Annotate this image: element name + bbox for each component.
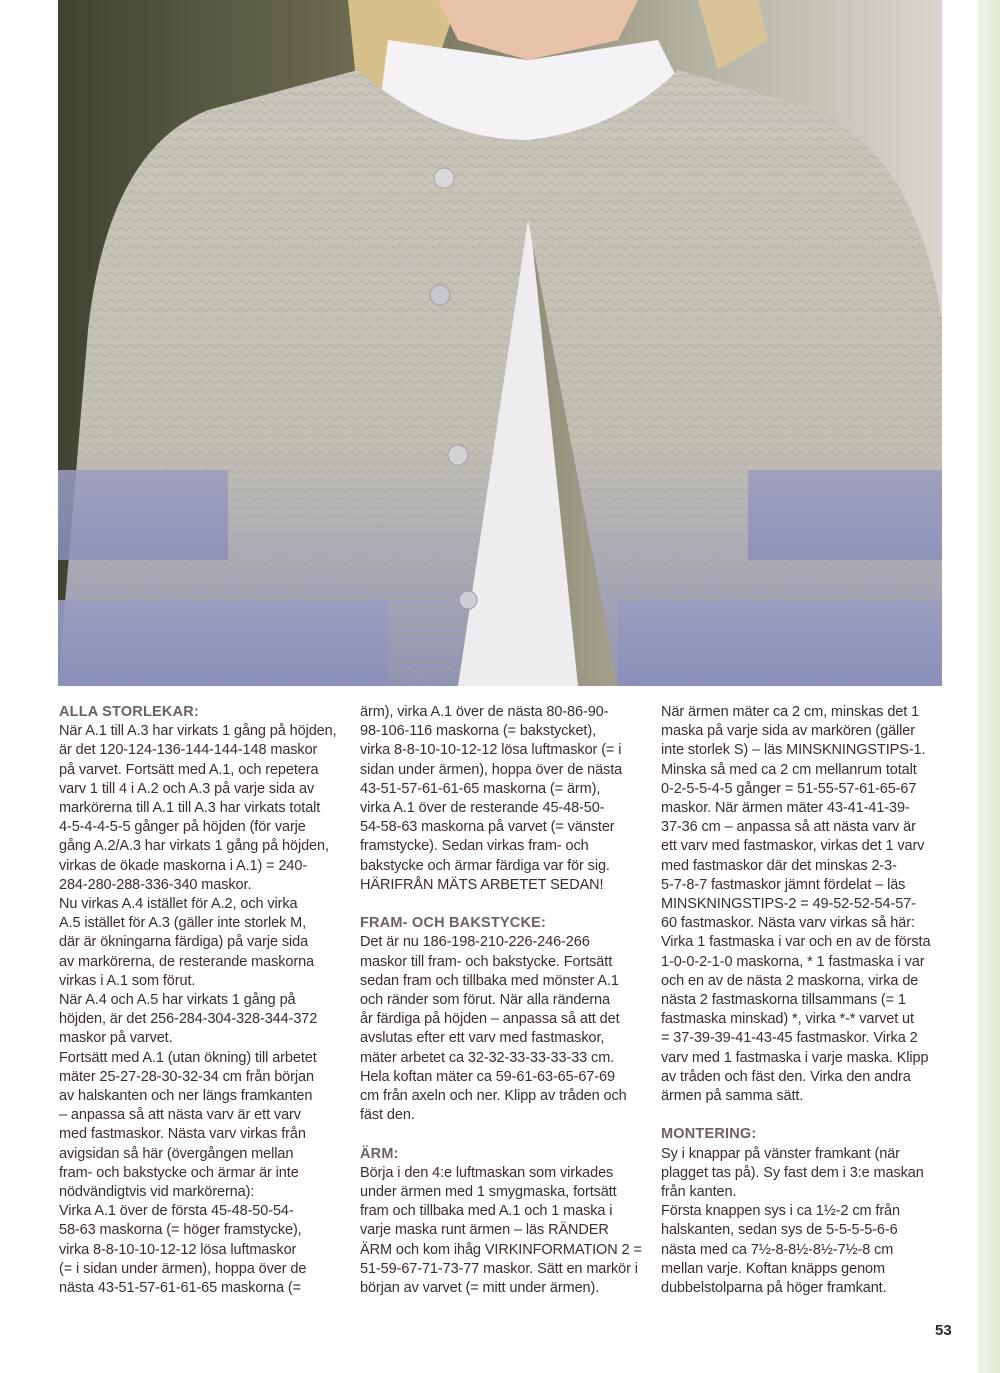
decorative-side-strip (978, 0, 1000, 1373)
paragraph: Första knappen sys i ca 1½-2 cm från halskanten, sedan sys de 5-5-5-5-6-6 nästa med ca 7½-8-8½-8½-7½-8 cm mellan varje. Koftan knäpps genom dubbelstolparna på höger framkant. (661, 1203, 900, 1297)
paragraph: Fortsätt med A.1 (utan ökning) till arbetet mäter 25-27-28-30-32-34 cm från början av halskanten och ner längs framkanten – anpassa så att nästa varv är ett varv med fastmaskor. Nästa varv virkas från avigsidan så här (övergången mellan fram- och bakstycke och ärmar är inte nödvändigtvis vid markörerna): (59, 1049, 317, 1201)
paragraph: När A.1 till A.3 har virkats 1 gång på höjden, är det 120-124-136-144-144-148 maskor på varvet. Fortsätt med A.1, och repetera varv 1 till 4 i A.2 och A.3 på varje sida av markörerna till A.1 till A.3 har virkats totalt 4-5-4-4-5-5 gånger på höjden (för varje gång A.2/A.3 har virkats 1 gång på höjden, virkas de ökade maskorna i A.1) = 240- 284-280-288-336-340 maskor. (59, 723, 337, 893)
paragraph: När ärmen mäter ca 2 cm, minskas det 1 maska på varje sida av markören (gäller inte storlek S) – läs MINSKNINGSTIPS-1. Minska så med ca 2 cm mellanrum totalt 0-2-5-5-4-5 gånger = 51-55-57-61-65-67 maskor. När ärmen mäter 43-41-41-39- 37-36 cm – anpassa så att nästa varv är ett varv med fastmaskor, virkas det 1 varv med fastmaskor där det minskas 2-3- 5-7-8-7 fastmaskor jämnt fördelat – läs MINSKNINGSTIPS-2 = 49-52-52-54-57- 60 fastmaskor. Nästa varv virkas så här: Virka 1 fastmaska i var och en av de första 1-0-0-2-1-0 maskorna, * 1 fastmaska i var och en av de nästa 2 maskorna, virka de nästa 2 fastmaskorna tillsammans (= 1 fastmaska minskad) *, virka *-* varvet ut = 37-39-39-41-43-45 fastmaskor. Virka 2 varv med 1 fastmaska i varje maska. Klipp av tråden och fäst den. Virka den andra ärmen på samma sätt. (661, 704, 931, 1105)
text-column-1 (59, 703, 341, 1298)
paragraph: Börja i den 4:e luftmaskan som virkades under ärmen med 1 smygmaska, fortsätt fram och tillbaka med A.1 och 1 maska i varje maska runt ärmen – läs RÄNDER ÄRM och kom ihåg VIRKINFORMATION 2 = 51-59-67-71-73-77 maskor. Sätt en markör i början av varvet (= mitt under ärmen). (360, 1164, 642, 1297)
paragraph: När A.4 och A.5 har virkats 1 gång på höjden, är det 256-284-304-328-344-372 maskor på varvet. (59, 992, 318, 1047)
text-column-2 (360, 703, 642, 1298)
paragraph: ärm), virka A.1 över de nästa 80-86-90- 98-106-116 maskorna (= bakstycket), virka 8-8-10-10-12-12 lösa luftmaskor (= i sidan under ärmen), hoppa över de nästa 43-51-57-61-61-65 maskorna (= ärm), virka A.1 över de resterande 45-48-50- 54-58-63 maskorna på varvet (= vänster framstycke). Sedan virkas fram- och bakstycke och ärmar färdiga var för sig. HÄRIFRÅN MÄTS ARBETET SEDAN! (360, 704, 623, 893)
paragraph: Virka A.1 över de första 45-48-50-54- 58-63 maskorna (= höger framstycke), virka 8-8-10-10-12-12 lösa luftmaskor (= i sidan under ärmen), hoppa över de nästa 43-51-57-61-61-65 maskorna (= (59, 1203, 307, 1297)
text-column-3 (661, 703, 943, 1298)
section-heading-montering: MONTERING: (661, 1126, 757, 1143)
section-heading-fram-och-bakstycke: FRAM- OCH BAKSTYCKE: (360, 915, 547, 932)
paragraph: Nu virkas A.4 istället för A.2, och virka A.5 istället för A.3 (gäller inte storlek M, där är ökningarna färdiga) på varje sida av markörerna, de resterande maskorna virkas i A.1 som förut. (59, 896, 315, 989)
paragraph: Sy i knappar på vänster framkant (när plagget tas på). Sy fast dem i 3:e maskan från kanten. (661, 1145, 924, 1201)
section-heading-arm: ÄRM: (360, 1145, 399, 1162)
section-heading-alla-storlekar: ALLA STORLEKAR: (59, 704, 199, 720)
cardigan-photo (58, 0, 942, 686)
page-number: 53 (935, 1322, 952, 1339)
paragraph: Det är nu 186-198-210-226-246-266 maskor till fram- och bakstycke. Fortsätt sedan fram och tillbaka med mönster A.1 och ränder som förut. När alla ränderna år färdiga på höjden – anpassa så att det avslutas efter ett varv med fastmaskor, mäter arbetet ca 32-32-33-33-33-33 cm. Hela koftan mäter ca 59-61-63-65-67-69 cm från axeln och ner. Klipp av tråden och fäst den. (360, 934, 627, 1124)
